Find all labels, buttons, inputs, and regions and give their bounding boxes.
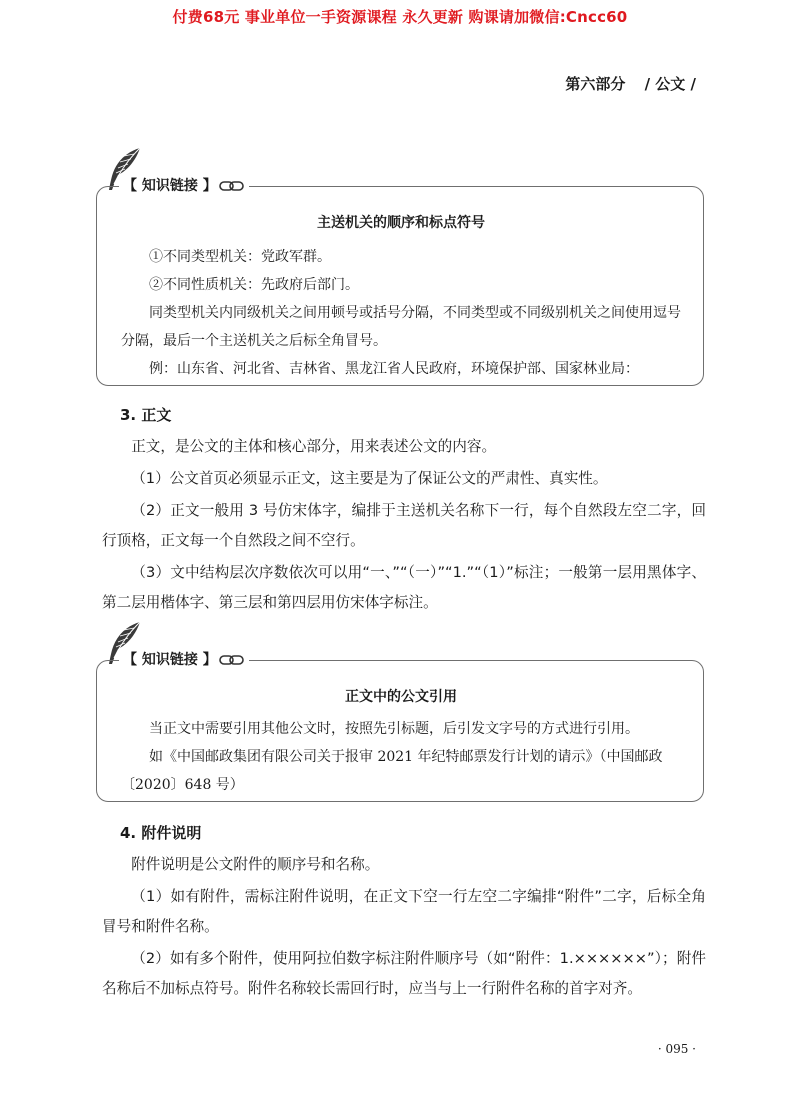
knowledge-line: ①不同类型机关：党政军群。 bbox=[149, 249, 331, 265]
running-header bbox=[565, 73, 696, 94]
knowledge-line: ②不同性质机关：先政府后部门。 bbox=[149, 277, 359, 293]
knowledge-title: 主送机关的顺序和标点符号 bbox=[317, 215, 485, 231]
chain-link-icon bbox=[219, 654, 245, 666]
paragraph: （1）公文首页必须显示正文，这主要是为了保证公文的严肃性、真实性。 bbox=[131, 470, 608, 487]
knowledge-tag bbox=[119, 174, 249, 198]
knowledge-tag-label: 【 知识链接 】 bbox=[123, 178, 217, 194]
paragraph: 正文，是公文的主体和核心部分，用来表述公文的内容。 bbox=[131, 438, 497, 455]
topic-label: / 公文 / bbox=[644, 75, 696, 93]
knowledge-line: 如《中国邮政集团有限公司关于报审 2021 年纪特邮票发行计划的请示》（中国邮政〔2020〕648 号） bbox=[121, 749, 663, 793]
knowledge-title: 正文中的公文引用 bbox=[345, 689, 457, 705]
part-label: 第六部分 bbox=[565, 75, 626, 93]
knowledge-line: 当正文中需要引用其他公文时，按照先引标题，后引发文字号的方式进行引用。 bbox=[149, 721, 639, 737]
knowledge-line: 同类型机关内同级机关之间用顿号或括号分隔，不同类型或不同级别机关之间使用逗号分隔，最后一个主送机关之后标全角冒号。 bbox=[121, 305, 681, 349]
paragraph: 附件说明是公文附件的顺序号和名称。 bbox=[131, 856, 380, 873]
section-4-heading: 4. 附件说明 bbox=[120, 824, 202, 842]
section-3-heading: 3. 正文 bbox=[120, 406, 172, 424]
knowledge-box-recipients bbox=[96, 178, 704, 386]
paragraph: （3）文中结构层次序数依次可以用“一、”“（一）”“1.”“（1）”标注；一般第一层用黑体字、第二层用楷体字、第三层和第四层用仿宋体字标注。 bbox=[102, 564, 706, 611]
paragraph: （2）正文一般用 3 号仿宋体字，编排于主送机关名称下一行，每个自然段左空二字，回行顶格，正文每一个自然段之间不空行。 bbox=[102, 502, 706, 549]
paragraph: （1）如有附件，需标注附件说明，在正文下空一行左空二字编排“附件”二字，后标全角冒号和附件名称。 bbox=[102, 888, 706, 935]
page-number: · 095 · bbox=[657, 1042, 696, 1056]
chain-link-icon bbox=[219, 180, 245, 192]
knowledge-tag bbox=[119, 648, 249, 672]
paragraph: （2）如有多个附件，使用阿拉伯数字标注附件顺序号（如“附件：1.××××××”）；附件名称后不加标点符号。附件名称较长需回行时，应当与上一行附件名称的首字对齐。 bbox=[102, 950, 706, 997]
knowledge-tag-label: 【 知识链接 】 bbox=[123, 652, 217, 668]
knowledge-box-citation bbox=[96, 652, 704, 802]
knowledge-line: 例：山东省、河北省、吉林省、黑龙江省人民政府，环境保护部、国家林业局： bbox=[149, 361, 639, 377]
promo-banner: 付费68元 事业单位一手资源课程 永久更新 购课请加微信:Cncc60 bbox=[172, 8, 628, 26]
